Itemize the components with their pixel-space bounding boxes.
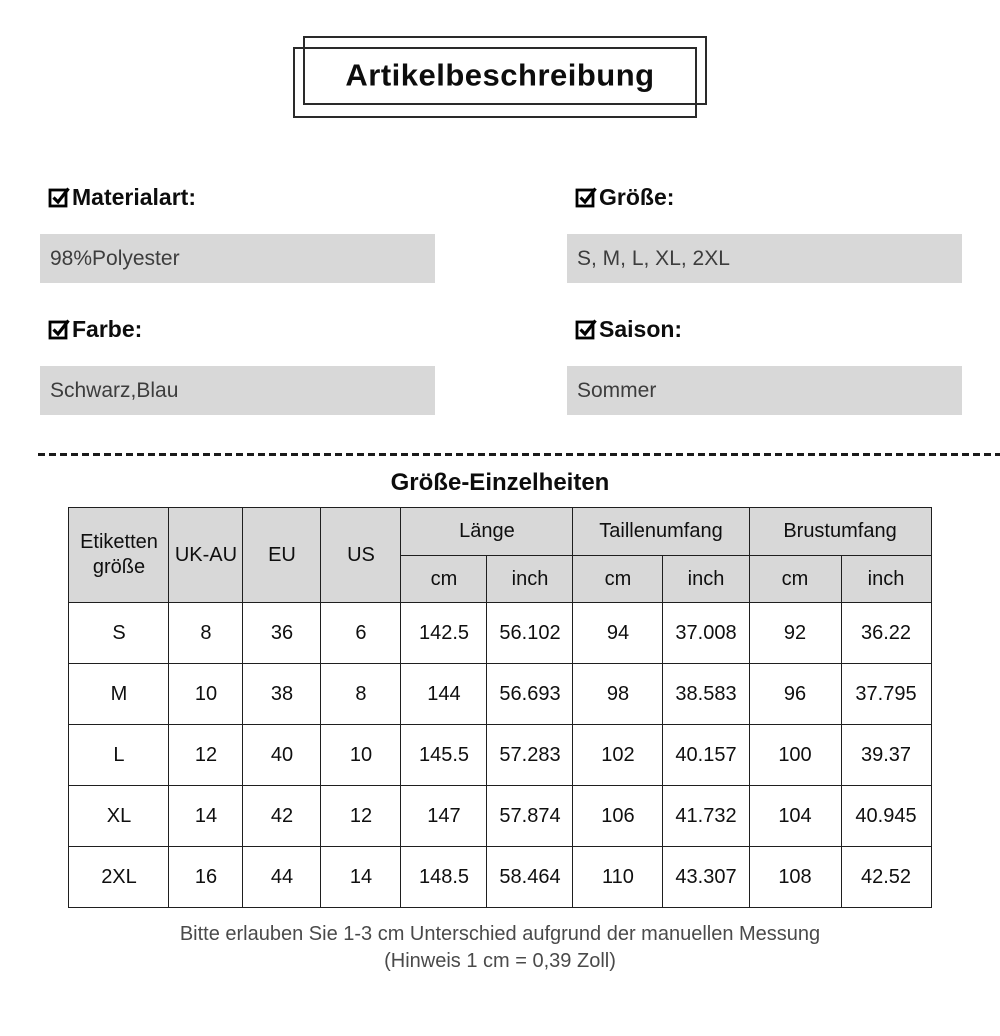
section-label: Größe: <box>599 183 675 210</box>
cell: 38.583 <box>663 664 749 725</box>
measurement-note-line1: Bitte erlauben Sie 1-3 cm Unterschied aufgrund der manuellen Messung <box>179 923 821 945</box>
size-table <box>68 507 931 908</box>
section-farbe <box>40 314 435 415</box>
size-table-title: Größe-Einzelheiten <box>390 469 610 496</box>
section-value: S, M, L, XL, 2XL <box>567 234 962 283</box>
cell: 39.37 <box>841 725 931 786</box>
cell: 14 <box>169 786 243 847</box>
cell: 37.008 <box>663 603 749 664</box>
cell: 106 <box>573 786 663 847</box>
cell: 102 <box>573 725 663 786</box>
cell: 58.464 <box>487 847 573 908</box>
cell: 144 <box>401 664 487 725</box>
page-title: Artikelbeschreibung <box>345 57 655 93</box>
cell: 36.22 <box>841 603 931 664</box>
cell: 57.874 <box>487 786 573 847</box>
table-row <box>69 847 931 908</box>
table-row <box>69 603 931 664</box>
size-label-cell: 2XL <box>69 847 169 908</box>
checkbox-checked-icon <box>48 318 70 340</box>
section-groesse <box>567 182 962 283</box>
checkbox-checked-icon <box>575 186 597 208</box>
section-saison <box>567 314 962 415</box>
col-header-us: US <box>321 508 401 603</box>
section-value: Sommer <box>567 366 962 415</box>
cell: 147 <box>401 786 487 847</box>
cell: 12 <box>321 786 401 847</box>
cell: 104 <box>749 786 841 847</box>
cell: 56.102 <box>487 603 573 664</box>
cell: 108 <box>749 847 841 908</box>
cell: 41.732 <box>663 786 749 847</box>
page-title-box <box>293 36 707 118</box>
sub-header-cm: cm <box>573 556 663 603</box>
cell: 98 <box>573 664 663 725</box>
sub-header-inch: inch <box>841 556 931 603</box>
checkbox-checked-icon <box>48 186 70 208</box>
cell: 94 <box>573 603 663 664</box>
section-heading <box>575 182 962 212</box>
col-header-uk-au: UK-AU <box>169 508 243 603</box>
cell: 43.307 <box>663 847 749 908</box>
attribute-sections <box>0 182 1000 415</box>
col-header-eu: EU <box>243 508 321 603</box>
cell: 142.5 <box>401 603 487 664</box>
cell: 16 <box>169 847 243 908</box>
cell: 40 <box>243 725 321 786</box>
cell: 145.5 <box>401 725 487 786</box>
col-header-label-size: Etiketten größe <box>69 508 169 603</box>
table-row <box>69 786 931 847</box>
cell: 56.693 <box>487 664 573 725</box>
sub-header-inch: inch <box>663 556 749 603</box>
cell: 110 <box>573 847 663 908</box>
measurement-note-line2: (Hinweis 1 cm = 0,39 Zoll) <box>384 950 616 972</box>
section-label: Materialart: <box>72 183 196 210</box>
section-heading <box>48 182 435 212</box>
sub-header-cm: cm <box>749 556 841 603</box>
section-label: Saison: <box>599 315 683 342</box>
section-label: Farbe: <box>72 315 143 342</box>
group-header-brustumfang: Brustumfang <box>749 508 931 556</box>
checkbox-checked-icon <box>575 318 597 340</box>
section-materialart <box>40 182 435 283</box>
section-heading <box>575 314 962 344</box>
cell: 8 <box>321 664 401 725</box>
cell: 37.795 <box>841 664 931 725</box>
cell: 40.157 <box>663 725 749 786</box>
cell: 10 <box>169 664 243 725</box>
group-header-laenge: Länge <box>401 508 573 556</box>
sub-header-cm: cm <box>401 556 487 603</box>
cell: 12 <box>169 725 243 786</box>
size-label-cell: M <box>69 664 169 725</box>
section-heading <box>48 314 435 344</box>
cell: 57.283 <box>487 725 573 786</box>
size-label-cell: S <box>69 603 169 664</box>
cell: 10 <box>321 725 401 786</box>
cell: 6 <box>321 603 401 664</box>
section-value: 98%Polyester <box>40 234 435 283</box>
cell: 40.945 <box>841 786 931 847</box>
section-value: Schwarz,Blau <box>40 366 435 415</box>
cell: 42.52 <box>841 847 931 908</box>
cell: 8 <box>169 603 243 664</box>
cell: 96 <box>749 664 841 725</box>
measurement-note <box>0 921 1000 975</box>
cell: 148.5 <box>401 847 487 908</box>
cell: 36 <box>243 603 321 664</box>
dashed-divider <box>38 453 1000 456</box>
table-row <box>69 664 931 725</box>
cell: 44 <box>243 847 321 908</box>
size-label-cell: L <box>69 725 169 786</box>
cell: 92 <box>749 603 841 664</box>
table-row <box>69 725 931 786</box>
size-label-cell: XL <box>69 786 169 847</box>
cell: 100 <box>749 725 841 786</box>
cell: 42 <box>243 786 321 847</box>
group-header-taillenumfang: Taillenumfang <box>573 508 749 556</box>
sub-header-inch: inch <box>487 556 573 603</box>
cell: 14 <box>321 847 401 908</box>
cell: 38 <box>243 664 321 725</box>
